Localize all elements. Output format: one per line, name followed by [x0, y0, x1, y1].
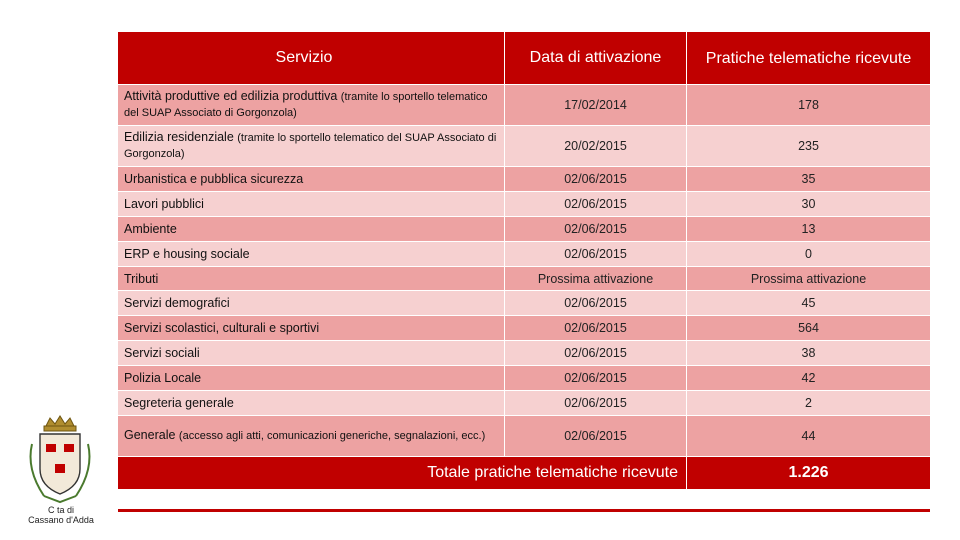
row-service: ERP e housing sociale: [124, 246, 250, 261]
total-label: Totale pratiche telematiche ricevute: [427, 463, 678, 481]
row-service: Tributi: [124, 271, 159, 286]
row-date: 20/02/2015: [504, 126, 686, 166]
table-row: [118, 167, 930, 192]
table-row: [118, 126, 930, 167]
row-count: 178: [686, 85, 930, 125]
header-service: Servizio: [275, 49, 333, 66]
city-label-line1: C ta di: [47, 505, 74, 515]
row-count: 44: [686, 416, 930, 456]
row-count: 35: [686, 167, 930, 191]
table-row: [118, 291, 930, 316]
row-count: 2: [686, 391, 930, 415]
services-table: [118, 32, 930, 490]
service-name: Attività produttive ed edilizia produttiva: [124, 89, 338, 103]
row-count: 0: [686, 242, 930, 266]
row-service: Ambiente: [124, 221, 177, 236]
row-count: 42: [686, 366, 930, 390]
table-row: [118, 316, 930, 341]
row-date: 02/06/2015: [504, 391, 686, 415]
row-service: Segreteria generale: [124, 395, 234, 410]
row-date: Prossima attivazione: [504, 267, 686, 291]
row-date: 02/06/2015: [504, 316, 686, 340]
row-date: 02/06/2015: [504, 416, 686, 456]
row-service: Polizia Locale: [124, 371, 202, 386]
table-total-row: [118, 457, 930, 490]
service-note: (tramite lo sportello telematico del SUAP Associato di Gorgonzola): [124, 132, 497, 160]
table-row: [118, 217, 930, 242]
bottom-accent-line: [118, 509, 930, 512]
city-label-line2: Cassano d'Adda: [28, 515, 94, 525]
row-service: Servizi sociali: [124, 346, 200, 361]
row-count: 564: [686, 316, 930, 340]
row-service: Urbanistica e pubblica sicurezza: [124, 171, 304, 186]
service-note: (accesso agli atti, comunicazioni generiche, segnalazioni, ecc.): [178, 429, 486, 442]
row-service: Lavori pubblici: [124, 196, 204, 211]
table-row: [118, 242, 930, 267]
total-value: 1.226: [686, 457, 930, 489]
header-date: Data di attivazione: [504, 32, 686, 84]
row-date: 02/06/2015: [504, 366, 686, 390]
row-date: 02/06/2015: [504, 341, 686, 365]
table-row: [118, 416, 930, 457]
row-service: [118, 416, 504, 456]
service-name: Edilizia residenziale: [124, 130, 234, 144]
row-date: 02/06/2015: [504, 192, 686, 216]
row-date: 02/06/2015: [504, 217, 686, 241]
row-date: 17/02/2014: [504, 85, 686, 125]
table-row: [118, 192, 930, 217]
service-name: Generale: [124, 427, 176, 442]
row-date: 02/06/2015: [504, 291, 686, 315]
row-service: [118, 126, 504, 166]
city-crest-icon: [22, 414, 98, 504]
row-service: [118, 85, 504, 125]
row-count: 235: [686, 126, 930, 166]
table-row: [118, 366, 930, 391]
row-count: 13: [686, 217, 930, 241]
row-date: 02/06/2015: [504, 167, 686, 191]
table-row: [118, 267, 930, 292]
row-service: Servizi demografici: [124, 296, 230, 311]
table-row: [118, 85, 930, 126]
table-header: [118, 32, 930, 85]
row-date: 02/06/2015: [504, 242, 686, 266]
header-count: Pratiche telematiche ricevute: [686, 32, 930, 84]
table-row: [118, 341, 930, 366]
row-count: 45: [686, 291, 930, 315]
row-count: 30: [686, 192, 930, 216]
row-count: Prossima attivazione: [686, 267, 930, 291]
city-label: [18, 505, 104, 525]
service-note: (tramite lo sportello telematico del SUAP Associato di Gorgonzola): [124, 91, 488, 119]
row-count: 38: [686, 341, 930, 365]
row-service: Servizi scolastici, culturali e sportivi: [124, 321, 320, 336]
table-row: [118, 391, 930, 416]
